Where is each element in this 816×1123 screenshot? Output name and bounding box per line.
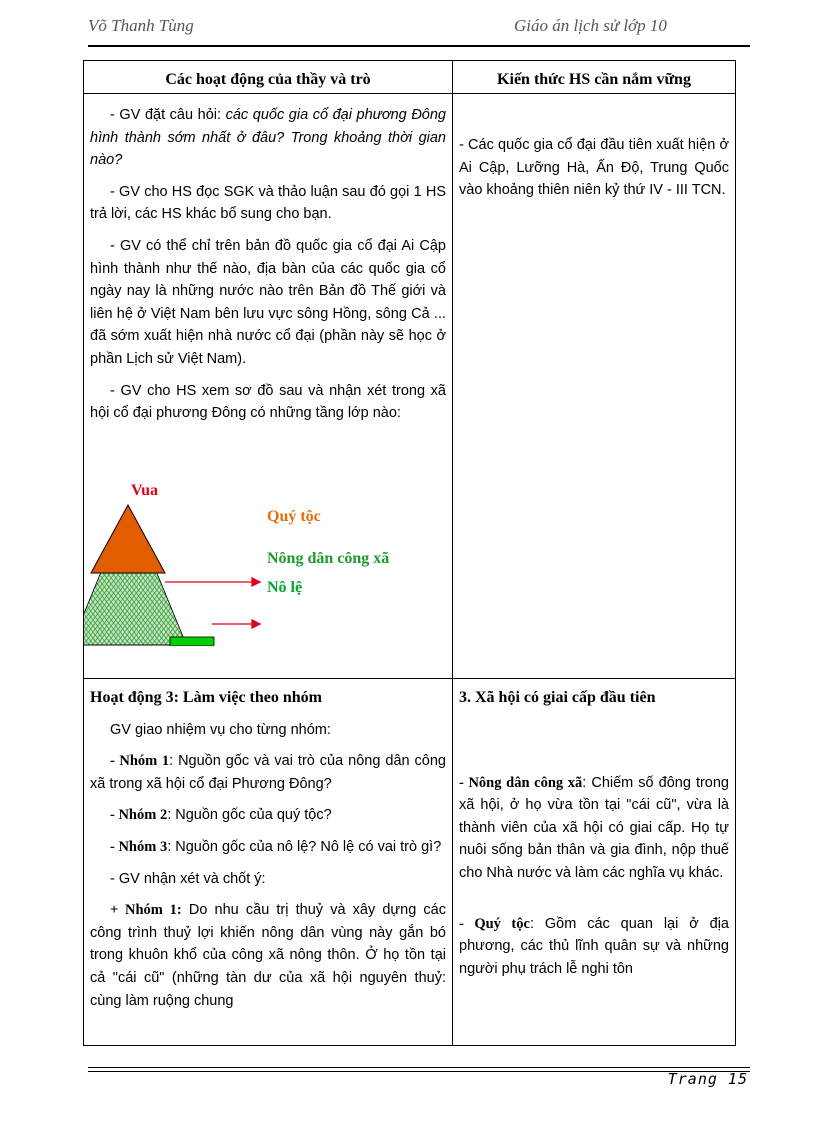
group-intro: GV giao nhiệm vụ cho từng nhóm: (110, 721, 331, 738)
header-doc-title: Giáo án lịch sử lớp 10 (514, 16, 667, 35)
peasants-knowledge (459, 772, 729, 885)
header-rule (88, 45, 750, 47)
group-3-label: - Nhóm 3 (110, 838, 168, 855)
col-header-knowledge: Kiến thức HS cần nắm vững (497, 71, 691, 88)
nobles-label: - Quý tộc (459, 915, 530, 932)
nobles-text: : Gồm các quan lại ở địa phương, các thủ lĩnh quân sự và những người phụ trách lễ nghi tôn (459, 915, 729, 977)
group-2-text: : Nguồn gốc của quý tộc? (167, 807, 332, 824)
label-nobles: Quý tộc (267, 508, 321, 525)
section-3-heading: 3. Xã hội có giai cấp đầu tiên (459, 689, 656, 706)
label-commune-peasants: Nông dân công xã (267, 550, 390, 567)
row1-left-cell (90, 104, 446, 434)
label-king: Vua (131, 482, 158, 499)
question-text: các quốc gia cổ đại phương Đông hình thành sớm nhất ở đâu? Trong khoảng thời gian nào? (90, 107, 446, 169)
label-slaves: Nô lệ (267, 579, 303, 596)
col-header-activities: Các hoạt động của thầy và trò (165, 71, 371, 88)
question-prefix: - GV đặt câu hỏi: (110, 107, 226, 123)
teacher-summary: - GV nhận xét và chốt ý: (110, 870, 266, 887)
social-pyramid-diagram (84, 476, 452, 646)
row-divider (84, 678, 735, 679)
peasant-tier (84, 573, 186, 645)
group-1-answer (90, 899, 446, 1012)
header-row-divider (84, 93, 735, 94)
group-1-task (90, 750, 446, 795)
row1-paragraph-4: - GV cho HS xem sơ đồ sau và nhận xét trong xã hội cổ đại phương Đông có những tầng lớp nào: (90, 382, 446, 422)
footer-rule-bottom (88, 1071, 750, 1072)
row1-knowledge: - Các quốc gia cổ đại đầu tiên xuất hiện ở Ai Cập, Lưỡng Hà, Ấn Độ, Trung Quốc vào khoảng thiên niên kỷ thứ IV - III TCN. (459, 137, 729, 199)
nobles-knowledge (459, 913, 729, 981)
group-2-task (90, 804, 446, 827)
activity-3-heading: Hoạt động 3: Làm việc theo nhóm (90, 689, 322, 706)
row1-question-paragraph (90, 104, 446, 172)
column-divider (452, 61, 453, 1045)
row2-left-cell (90, 687, 446, 1021)
group-1-answer-text: Do nhu cầu trị thuỷ và xây dựng các công trình thuỷ lợi khiến nông dân vùng này gắn bó trong khuôn khổ của công xã nông thôn. Ở họ tồn tại cả "cái cũ" (những tàn dư của xã hội nguyên thuỷ: cùng làm ruộng chung (90, 902, 446, 1009)
group-3-text: : Nguồn gốc của nô lệ? Nô lệ có vai trò gì? (167, 838, 442, 855)
row1-right-cell (459, 134, 729, 211)
group-1-label: - Nhóm 1 (110, 753, 170, 770)
row1-paragraph-2: - GV cho HS đọc SGK và thảo luận sau đó gọi 1 HS trả lời, các HS khác bổ sung cho bạn. (90, 183, 446, 223)
peasants-label: - Nông dân công xã (459, 774, 583, 791)
row2-right-cell (459, 687, 729, 989)
group-3-task (90, 836, 446, 859)
row1-paragraph-3: - GV có thể chỉ trên bản đồ quốc gia cổ đại Ai Cập hình thành như thế nào, địa bàn của các quốc gia cổ ngày nay là những nước nào trên Bản đồ Thế giới và liên hệ ở Việt Nam bên lưu vực sông Hồng, sông Cả ... đã sớm xuất hiện nhà nước cổ đại (phần này sẽ học ở phần Lịch sử Việt Nam). (90, 237, 446, 367)
peasants-text: : Chiếm số đông trong xã hội, ở họ vừa tồn tại "cái cũ", vừa là thành viên của xã hội có giai cấp. Họ tự nuôi sống bản thân và gia đình, nộp thuế cho Nhà nước và làm các nghĩa vụ khác. (459, 774, 729, 881)
lesson-table (83, 60, 736, 1046)
group-2-label: - Nhóm 2 (110, 807, 168, 824)
king-nobles-tier (91, 505, 165, 573)
group-1-text: : Nguồn gốc và vai trò của nông dân công xã trong xã hội cổ đại Phương Đông? (90, 753, 446, 792)
group-1-answer-label: + Nhóm 1: (110, 902, 182, 919)
header-author: Võ Thanh Tùng (88, 16, 194, 35)
slave-tier (170, 637, 214, 646)
footer-rule-top (88, 1067, 750, 1068)
page-number: Trang 15 (667, 1070, 748, 1088)
